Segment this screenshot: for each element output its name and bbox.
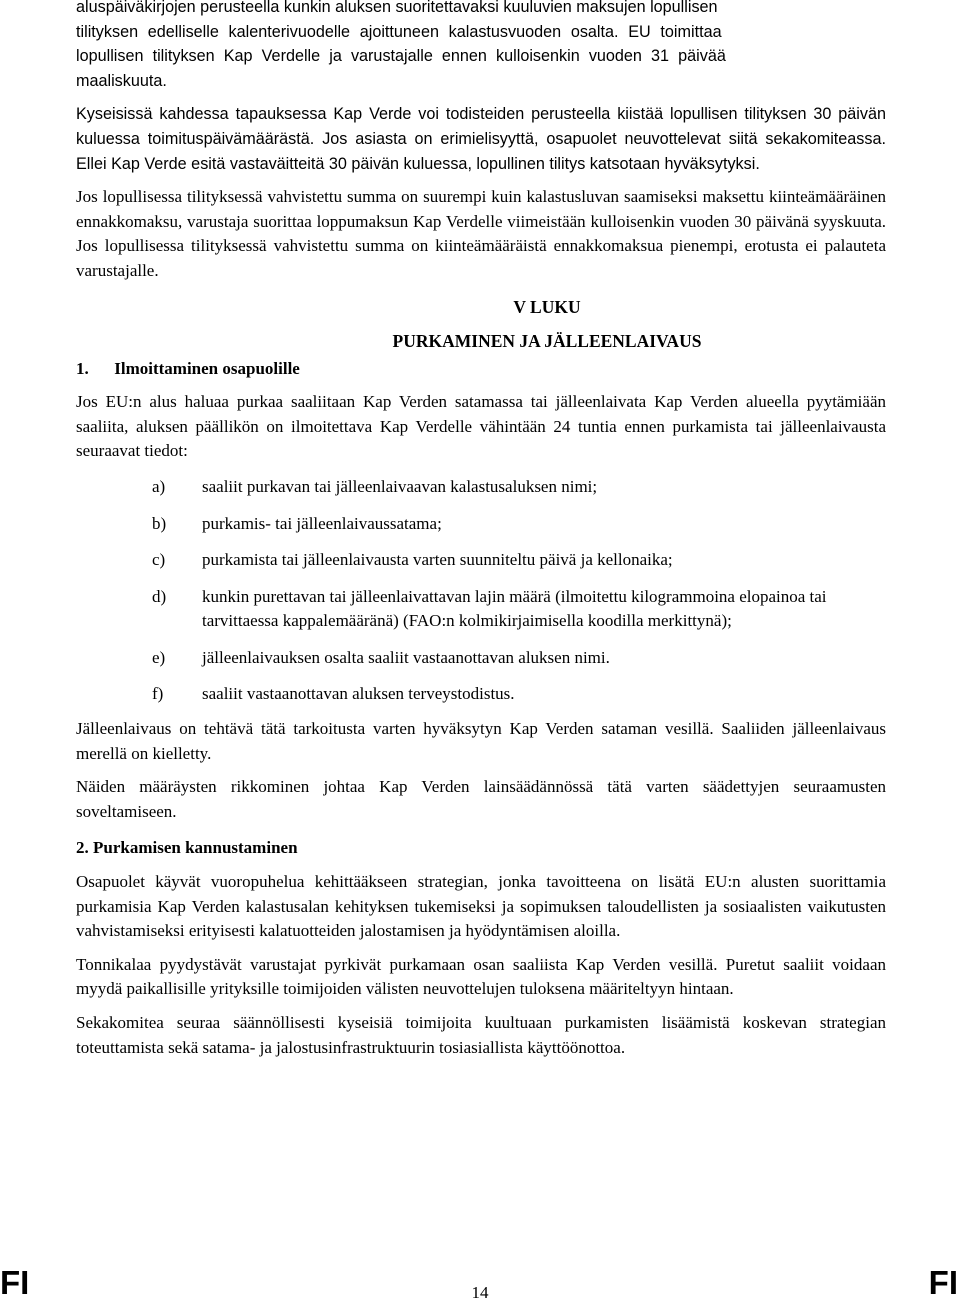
language-code-right: FI: [928, 1264, 958, 1301]
list-item-label: a): [152, 476, 166, 496]
list-item-text: saaliit vastaanottavan aluksen terveystodistus.: [202, 684, 515, 704]
text-line: maaliskuuta.: [76, 71, 167, 90]
paragraph-joint-committee: Sekakomitea seuraa säännöllisesti kyseisiä toimijoita kuultuaan purkamisten lisäämistä koskevan strategian toteuttamista sekä satama- ja jalostusinfrastruktuurin tosiasiallista käyttöönottoa.: [76, 1013, 886, 1057]
list-item: [76, 475, 886, 500]
text-sentence: Jos asiasta on erimielisyyttä, osapuolet neuvottelevat siitä sekakomiteassa.: [322, 129, 886, 148]
section-title: Ilmoittaminen osapuolille: [114, 358, 300, 378]
list-item: [76, 646, 886, 671]
text-line: tilityksen edelliselle kalenterivuodelle ajoittuneen kalastusvuoden osalta. EU toimittaa: [76, 22, 722, 41]
chapter-title: PURKAMINEN JA JÄLLEENLAIVAUS: [392, 330, 702, 351]
text-sentence: Jos lopullisessa tilityksessä vahvistettu summa on kiinteämääräistä ennakkomaksua pienempi, erotusta ei palauteta varustajalle.: [76, 236, 886, 280]
list-item-text: saaliit purkavan tai jälleenlaivaavan kalastusaluksen nimi;: [202, 476, 598, 496]
list-item-label: b): [152, 513, 167, 533]
text-sentence: Jos lopullisessa tilityksessä vahvistettu summa on suurempi kuin kalastusluvan saamiseksi maksettu kiinteämääräinen ennakkomaksu, varustaja suorittaa loppumaksun Kap Verdelle viimeistään kulloisenkin vuoden 30 päivänä syyskuuta.: [76, 187, 886, 231]
document-body: [76, 0, 886, 1060]
list-item: [76, 585, 886, 634]
list-item-label: d): [152, 586, 167, 606]
chapter-number: V LUKU: [513, 296, 581, 317]
language-code-left: FI: [0, 1264, 30, 1301]
page-number: 14: [471, 1283, 489, 1302]
list-item: [76, 548, 886, 573]
paragraph-sanctions: Näiden määräysten rikkominen johtaa Kap Verden lainsäädännössä tätä varten säädettyjen seuraamusten soveltamiseen.: [76, 777, 886, 821]
paragraph-dispute: [76, 102, 886, 176]
section-number: 1.: [76, 358, 89, 378]
paragraph-notification-intro: Jos EU:n alus haluaa purkaa saaliitaan Kap Verden satamassa tai jälleenlaivata Kap Verden alueella pyytämiään saaliita, aluksen päällikön on ilmoitettava Kap Verdelle vähintään 24 tuntia ennen purkamista tai jälleenlaivausta seuraavat tiedot:: [76, 392, 886, 461]
list-item: [76, 512, 886, 537]
text-line: aluspäiväkirjojen perusteella kunkin aluksen suoritettavaksi kuuluvien maksujen lopullisen: [76, 0, 718, 16]
list-item-label: c): [152, 550, 166, 570]
list-item-text: jälleenlaivauksen osalta saaliit vastaanottavan aluksen nimi.: [202, 647, 610, 667]
list-item-label: f): [152, 684, 164, 704]
paragraph-balance: [76, 185, 886, 283]
text-sentence: Ellei Kap Verde esitä vastaväitteitä 30 päivän kuluessa, lopullinen tilitys katsotaan hyväksytyksi.: [76, 154, 760, 173]
paragraph-tuna-landings: Tonnikalaa pyydystävät varustajat pyrkivät purkamaan osan saaliista Kap Verden vesillä. Puretut saaliit voidaan myydä paikallisille yrityksille toimijoiden välisten neuvottelujen tuloksena määriteltyyn hintaan.: [76, 954, 886, 999]
paragraph-final-statement: [76, 0, 886, 93]
text-line: lopullisen tilityksen Kap Verdelle ja varustajalle ennen kulloisenkin vuoden 31 päivää: [76, 47, 726, 66]
list-item-text: purkamista tai jälleenlaivausta varten suunniteltu päivä ja kellonaika;: [202, 550, 673, 570]
text-sentence: Kyseisissä kahdessa tapauksessa Kap Verde voi todisteiden perusteella kiistää lopullisen tilityksen 30 päivän kuluessa toimituspäivämäärästä.: [76, 105, 886, 148]
paragraph-transshipment-port: Jälleenlaivaus on tehtävä tätä tarkoitusta varten hyväksytyn Kap Verden sataman vesillä. Saaliiden jälleenlaivaus merellä on kielletty.: [76, 719, 886, 763]
list-item-text: purkamis- tai jälleenlaivaussatama;: [202, 513, 442, 533]
list-item-label: e): [152, 647, 166, 667]
list-item: [76, 682, 886, 707]
list-item-text: kunkin purettavan tai jälleenlaivattavan lajin määrä (ilmoitettu kilogrammoina elopainoa tai tarvittaessa kappalemääränä) (FAO:n kolmikirjaimisella koodilla merkittynä);: [202, 586, 827, 631]
section-heading-incentives: 2. Purkamisen kannustaminen: [76, 838, 298, 858]
section-heading-notification: [76, 357, 886, 382]
paragraph-dialogue: Osapuolet käyvät vuoropuhelua kehittääkseen strategian, jonka tavoitteena on lisätä EU:n alusten suorittamia purkamisia Kap Verden kalastusalan kehityksen tukemiseksi ja sopimuksen taloudellisten ja sosiaalisten vaikutusten vahvistamiseksi erityisesti kalatuotteiden jalostamisen ja hyödyntämisen aloilla.: [76, 872, 886, 941]
